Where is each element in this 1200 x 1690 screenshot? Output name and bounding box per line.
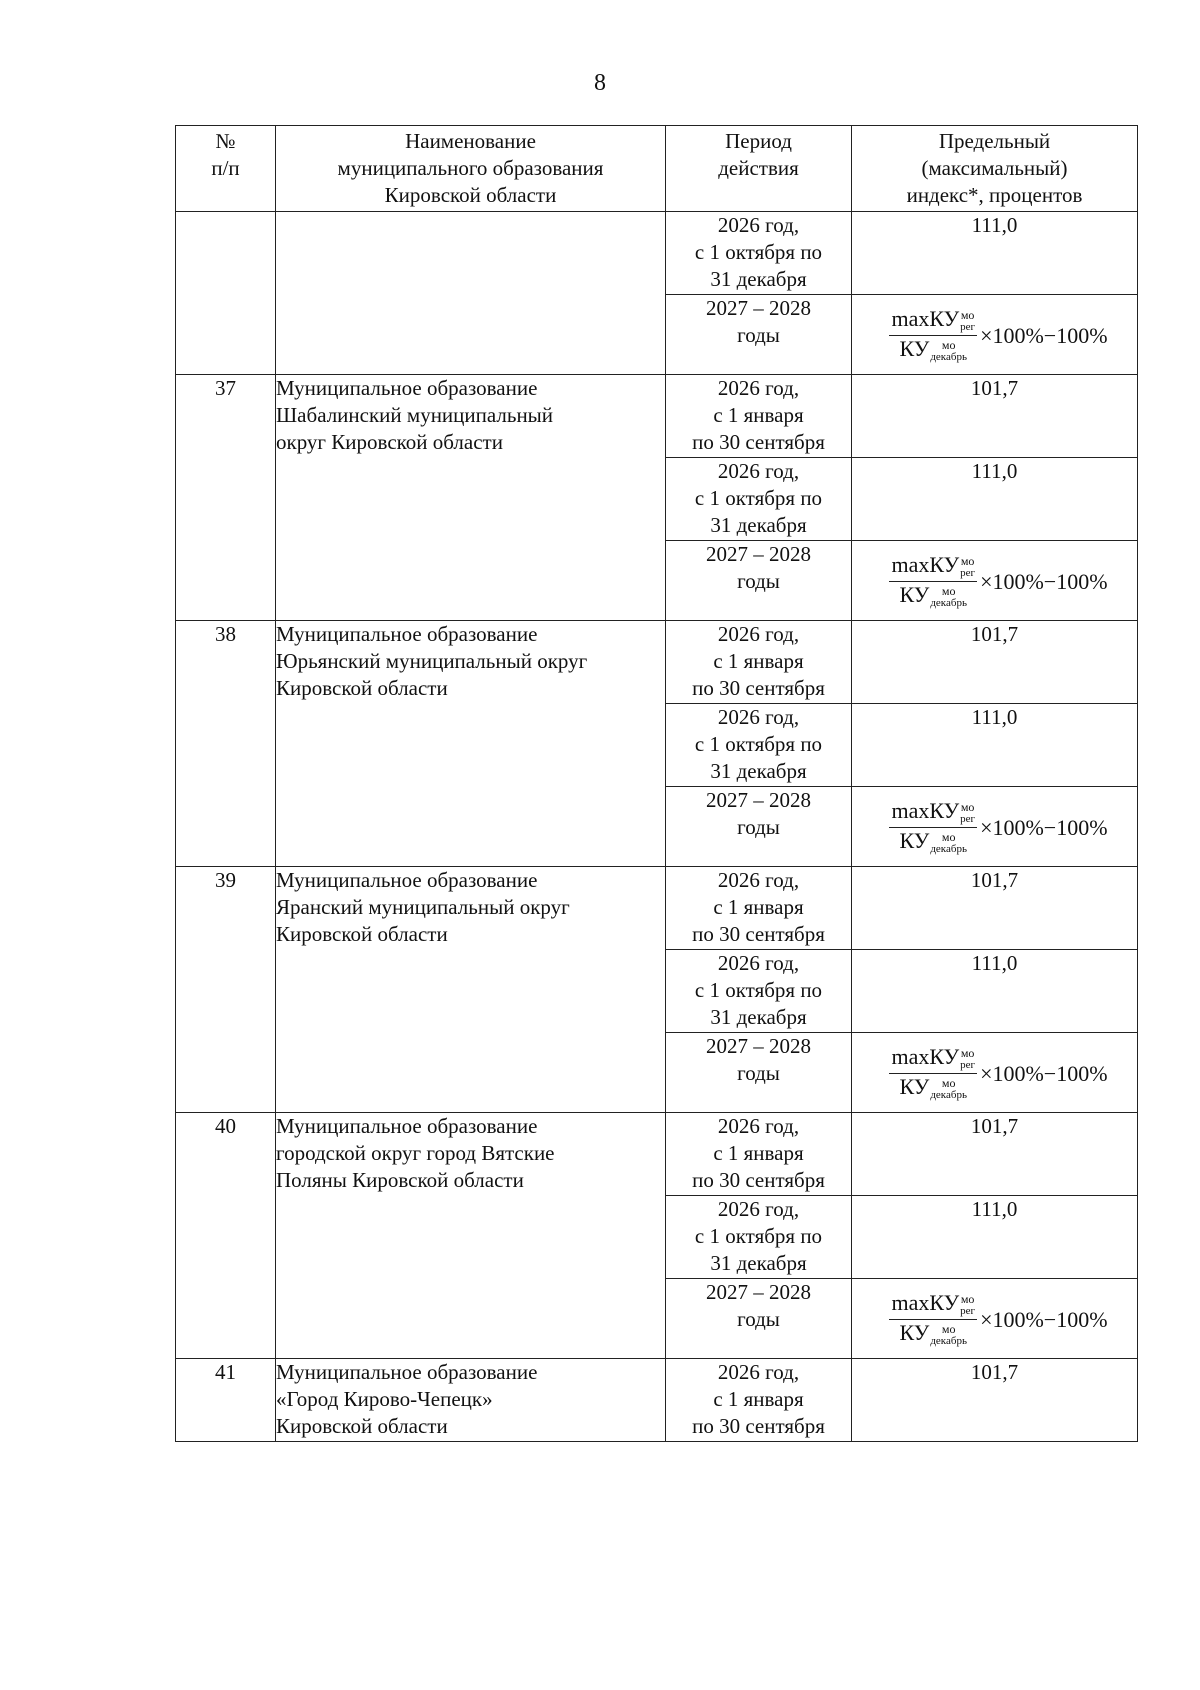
period-cell: 2026 год, с 1 октября по 31 декабря	[666, 458, 852, 541]
table-row	[176, 621, 1138, 704]
period-cell: 2027 – 2028 годы	[666, 1279, 852, 1359]
page-number: 8	[594, 70, 606, 96]
formula-denominator: КУ мо декабрь	[899, 336, 967, 363]
period-cell: 2027 – 2028 годы	[666, 787, 852, 867]
index-value: 101,7	[852, 1359, 1138, 1442]
index-value: 101,7	[852, 621, 1138, 704]
period-cell: 2026 год, с 1 января по 30 сентября	[666, 867, 852, 950]
formula-fraction	[889, 800, 977, 855]
formula-numerator: maxКУ мо рег	[889, 1292, 977, 1320]
table-row	[176, 867, 1138, 950]
period-cell: 2026 год, с 1 января по 30 сентября	[666, 1359, 852, 1442]
period-cell: 2026 год, с 1 октября по 31 декабря	[666, 212, 852, 295]
header-index: Предельный (максимальный) индекс*, процентов	[852, 126, 1138, 212]
municipality-name	[276, 212, 666, 375]
municipality-name: Муниципальное образование Яранский муниципальный округ Кировской области	[276, 867, 666, 1113]
formula-denominator: КУ мо декабрь	[899, 582, 967, 609]
formula-numerator: maxКУ мо рег	[889, 1046, 977, 1074]
table-row	[176, 212, 1138, 295]
index-value: 111,0	[852, 704, 1138, 787]
row-number: 39	[176, 867, 276, 1113]
index-value: 101,7	[852, 375, 1138, 458]
index-formula	[889, 308, 1107, 363]
formula-fraction	[889, 1046, 977, 1101]
index-table	[175, 125, 1138, 1442]
municipality-name: Муниципальное образование городской округ город Вятские Поляны Кировской области	[276, 1113, 666, 1359]
formula-denominator: КУ мо декабрь	[899, 828, 967, 855]
municipality-name: Муниципальное образование Шабалинский муниципальный округ Кировской области	[276, 375, 666, 621]
formula-numerator: maxКУ мо рег	[889, 800, 977, 828]
formula-tail: ×100%−100%	[980, 814, 1108, 840]
index-value: 101,7	[852, 1113, 1138, 1196]
formula-numerator: maxКУ мо рег	[889, 554, 977, 582]
row-number: 40	[176, 1113, 276, 1359]
header-row	[176, 126, 1138, 212]
table-header	[176, 126, 1138, 212]
formula-fraction	[889, 308, 977, 363]
table-body	[176, 212, 1138, 1442]
index-formula-cell	[852, 787, 1138, 867]
period-cell: 2027 – 2028 годы	[666, 541, 852, 621]
row-number	[176, 212, 276, 375]
formula-fraction	[889, 554, 977, 609]
index-formula-cell	[852, 1033, 1138, 1113]
formula-numerator: maxКУ мо рег	[889, 308, 977, 336]
period-cell: 2027 – 2028 годы	[666, 1033, 852, 1113]
formula-fraction	[889, 1292, 977, 1347]
period-cell: 2026 год, с 1 октября по 31 декабря	[666, 1196, 852, 1279]
table-row	[176, 1359, 1138, 1442]
period-cell: 2026 год, с 1 января по 30 сентября	[666, 375, 852, 458]
period-cell: 2026 год, с 1 октября по 31 декабря	[666, 950, 852, 1033]
municipality-name: Муниципальное образование «Город Кирово-Чепецк» Кировской области	[276, 1359, 666, 1442]
period-cell: 2026 год, с 1 января по 30 сентября	[666, 1113, 852, 1196]
formula-denominator: КУ мо декабрь	[899, 1320, 967, 1347]
row-number: 41	[176, 1359, 276, 1442]
table-row	[176, 375, 1138, 458]
header-period: Период действия	[666, 126, 852, 212]
formula-tail: ×100%−100%	[980, 568, 1108, 594]
index-value: 101,7	[852, 867, 1138, 950]
index-formula-cell	[852, 295, 1138, 375]
table-row	[176, 1113, 1138, 1196]
period-cell: 2026 год, с 1 октября по 31 декабря	[666, 704, 852, 787]
index-formula	[889, 554, 1107, 609]
formula-tail: ×100%−100%	[980, 1306, 1108, 1332]
formula-tail: ×100%−100%	[980, 322, 1108, 348]
municipality-name: Муниципальное образование Юрьянский муниципальный округ Кировской области	[276, 621, 666, 867]
period-cell: 2026 год, с 1 января по 30 сентября	[666, 621, 852, 704]
index-formula-cell	[852, 1279, 1138, 1359]
index-value: 111,0	[852, 458, 1138, 541]
index-formula-cell	[852, 541, 1138, 621]
header-number: № п/п	[176, 126, 276, 212]
index-formula	[889, 1292, 1107, 1347]
formula-tail: ×100%−100%	[980, 1060, 1108, 1086]
row-number: 37	[176, 375, 276, 621]
index-value: 111,0	[852, 1196, 1138, 1279]
index-value: 111,0	[852, 212, 1138, 295]
row-number: 38	[176, 621, 276, 867]
period-cell: 2027 – 2028 годы	[666, 295, 852, 375]
index-value: 111,0	[852, 950, 1138, 1033]
formula-denominator: КУ мо декабрь	[899, 1074, 967, 1101]
index-formula	[889, 800, 1107, 855]
header-name: Наименование муниципального образования Кировской области	[276, 126, 666, 212]
index-formula	[889, 1046, 1107, 1101]
